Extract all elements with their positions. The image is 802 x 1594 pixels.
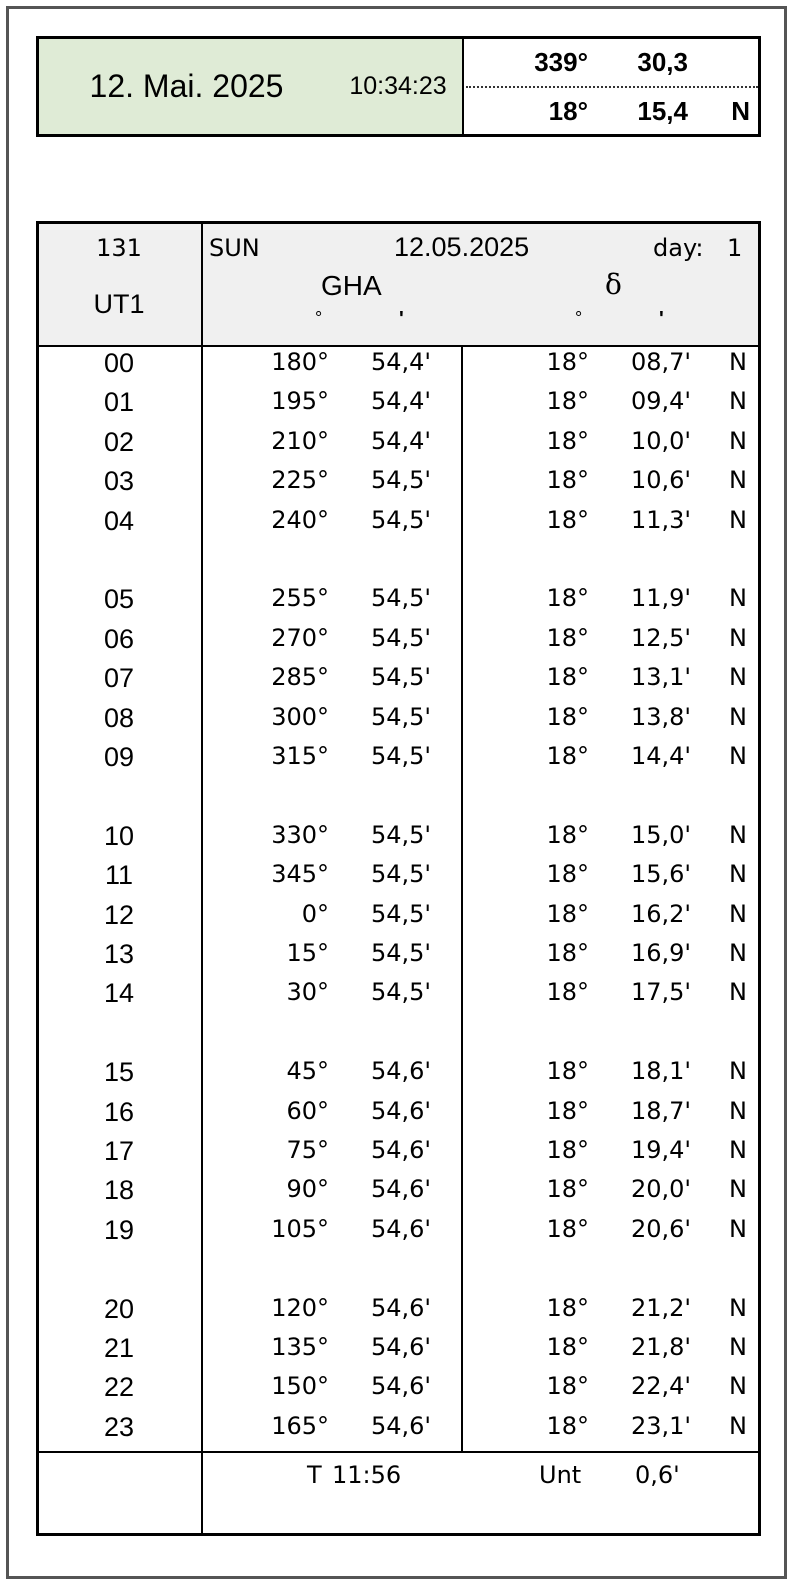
table-row [39, 1294, 758, 1330]
table-row [39, 939, 758, 975]
dec-minutes: 18,7' [630, 1096, 691, 1125]
gha-column-label: GHA [321, 270, 382, 301]
summary-dec-degrees: 18° [548, 96, 588, 126]
gha-degrees: 120° [271, 1293, 329, 1322]
dec-degrees: 18° [546, 1136, 589, 1164]
gha-degrees: 165° [271, 1411, 329, 1440]
gha-minutes: 54,4' [370, 426, 431, 455]
ut-hour: 10 [103, 820, 135, 851]
ut-hour: 20 [103, 1293, 135, 1324]
dec-degrees: 18° [546, 584, 589, 613]
unt-value: 0,6' [635, 1461, 680, 1489]
gha-degrees: 150° [271, 1372, 329, 1401]
dec-degree-symbol: ° [575, 308, 583, 328]
gha-degrees: 225° [271, 466, 329, 495]
ut-hour: 11 [104, 860, 134, 891]
dec-hemisphere: N [729, 387, 747, 416]
dec-degrees: 18° [546, 348, 589, 376]
table-row [39, 821, 758, 857]
ut-hour: 12 [103, 899, 135, 930]
dec-minutes: 17,5' [630, 978, 691, 1007]
dec-hemisphere: N [729, 1136, 747, 1164]
table-row [39, 624, 758, 660]
dec-minutes: 18,1' [630, 1057, 691, 1086]
table-date: 12.05.2025 [394, 232, 530, 262]
ut-hour: 05 [103, 584, 135, 615]
gha-minutes: 54,5' [370, 860, 431, 889]
gha-minutes: 54,5' [370, 978, 431, 1007]
dec-minute-symbol: ' [659, 308, 664, 330]
gha-degree-symbol: ° [315, 308, 323, 328]
gha-degrees: 315° [271, 742, 329, 770]
ut-hour: 23 [103, 1411, 135, 1442]
gha-minutes: 54,6' [370, 1333, 431, 1361]
gha-minutes: 54,5' [370, 702, 431, 731]
dec-hemisphere: N [729, 1096, 747, 1125]
summary-dec-row [466, 88, 758, 135]
gha-minutes: 54,6' [370, 1136, 431, 1164]
gha-minutes: 54,5' [370, 623, 431, 652]
gha-minutes: 54,5' [370, 663, 431, 692]
summary-box [36, 36, 761, 137]
gha-minutes: 54,5' [370, 899, 431, 928]
table-row [39, 466, 758, 502]
day-value: 1 [727, 234, 743, 262]
dec-hemisphere: N [729, 426, 747, 455]
gha-degrees: 330° [271, 820, 329, 849]
dec-degrees: 18° [546, 702, 589, 731]
dec-hemisphere: N [729, 742, 747, 770]
gha-minutes: 54,5' [370, 820, 431, 849]
dec-degrees: 18° [546, 387, 589, 416]
dec-minutes: 20,0' [630, 1175, 691, 1204]
ut-hour: 07 [103, 663, 135, 694]
dec-hemisphere: N [729, 466, 747, 495]
dec-minutes: 21,2' [630, 1293, 691, 1322]
gha-degrees: 300° [271, 702, 329, 731]
table-row [39, 584, 758, 620]
dec-hemisphere: N [729, 663, 747, 692]
ut-hour: 00 [103, 348, 135, 378]
gha-degrees: 240° [271, 505, 329, 534]
ut-hour: 06 [103, 623, 135, 654]
dec-hemisphere: N [729, 1175, 747, 1204]
gha-degrees: 30° [286, 978, 329, 1007]
gha-minutes: 54,5' [370, 939, 431, 967]
dec-minutes: 19,4' [630, 1136, 691, 1164]
dec-minutes: 15,6' [630, 860, 691, 889]
summary-time: 10:34:23 [334, 39, 464, 134]
table-row [39, 1333, 758, 1369]
dec-minutes: 11,9' [630, 584, 691, 613]
ut-hour: 17 [103, 1136, 135, 1166]
table-row [39, 387, 758, 423]
gha-degrees: 255° [271, 584, 329, 613]
dec-hemisphere: N [729, 623, 747, 652]
dec-degrees: 18° [546, 820, 589, 849]
table-row [39, 663, 758, 699]
gha-degrees: 105° [271, 1214, 329, 1243]
summary-dec-hemisphere: N [731, 96, 750, 126]
table-row [39, 1175, 758, 1211]
dec-minutes: 12,5' [630, 623, 691, 652]
dec-minutes: 15,0' [630, 820, 691, 849]
ut-hour: 19 [103, 1214, 135, 1245]
gha-minutes: 54,4' [370, 387, 431, 416]
dec-minutes: 21,8' [630, 1333, 691, 1361]
table-header [39, 224, 758, 347]
dec-hemisphere: N [729, 1214, 747, 1243]
dec-degrees: 18° [546, 742, 589, 770]
dec-minutes: 11,3' [630, 505, 691, 534]
dec-degrees: 18° [546, 1096, 589, 1125]
gha-degrees: 210° [271, 426, 329, 455]
gha-minutes: 54,5' [370, 466, 431, 495]
dec-degrees: 18° [546, 623, 589, 652]
transit-label: T [307, 1461, 322, 1489]
dec-hemisphere: N [729, 899, 747, 928]
dec-hemisphere: N [729, 978, 747, 1007]
almanac-table [36, 221, 761, 1536]
gha-degrees: 285° [271, 663, 329, 692]
unt-label: Unt [539, 1461, 582, 1489]
gha-minutes: 54,5' [370, 505, 431, 534]
ut-hour: 03 [103, 466, 135, 497]
ut-hour: 04 [103, 505, 135, 536]
day-label: day: [653, 234, 704, 262]
gha-degrees: 45° [286, 1057, 329, 1086]
ut-hour: 22 [103, 1372, 135, 1403]
gha-degrees: 135° [271, 1333, 329, 1361]
gha-minutes: 54,6' [370, 1372, 431, 1401]
summary-values [466, 39, 758, 134]
ut-hour: 15 [103, 1057, 135, 1088]
dec-degrees: 18° [546, 860, 589, 889]
table-row [39, 742, 758, 778]
dec-degrees: 18° [546, 1293, 589, 1322]
dec-minutes: 20,6' [630, 1214, 691, 1243]
ut-hour: 09 [103, 742, 135, 772]
ut-hour: 02 [103, 426, 135, 457]
table-row [39, 427, 758, 463]
dec-minutes: 09,4' [630, 387, 691, 416]
table-row [39, 1372, 758, 1408]
gha-minutes: 54,5' [370, 584, 431, 613]
dec-minutes: 10,0' [630, 426, 691, 455]
gha-degrees: 345° [271, 860, 329, 889]
table-row [39, 1412, 758, 1448]
ut-hour: 08 [103, 702, 135, 733]
gha-minutes: 54,6' [370, 1096, 431, 1125]
dec-degrees: 18° [546, 1372, 589, 1401]
dec-hemisphere: N [729, 820, 747, 849]
table-row [39, 1215, 758, 1251]
dec-degrees: 18° [546, 1333, 589, 1361]
table-row [39, 860, 758, 896]
dec-degrees: 18° [546, 1057, 589, 1086]
gha-degrees: 195° [271, 387, 329, 416]
table-row [39, 1097, 758, 1133]
table-row [39, 703, 758, 739]
dec-minutes: 13,1' [630, 663, 691, 692]
dec-minutes: 10,6' [630, 466, 691, 495]
summary-date: 12. Mai. 2025 [39, 39, 336, 134]
dec-degrees: 18° [546, 426, 589, 455]
gha-degrees: 75° [286, 1136, 329, 1164]
ut-hour: 18 [103, 1175, 135, 1206]
ut-hour: 21 [103, 1333, 135, 1363]
table-row [39, 348, 758, 384]
gha-minute-symbol: ' [399, 308, 404, 330]
gha-minutes: 54,6' [370, 1057, 431, 1086]
dec-hemisphere: N [729, 505, 747, 534]
gha-degrees: 90° [286, 1175, 329, 1204]
gha-minutes: 54,6' [370, 1175, 431, 1204]
ut-hour: 13 [103, 939, 135, 969]
ut-column-label: UT1 [93, 289, 145, 319]
summary-gha-degrees: 339° [534, 47, 588, 77]
dec-minutes: 13,8' [630, 702, 691, 731]
summary-dec-minutes: 15,4 [637, 96, 688, 126]
table-row [39, 506, 758, 542]
gha-minutes: 54,6' [370, 1293, 431, 1322]
dec-minutes: 14,4' [630, 742, 691, 770]
table-row [39, 978, 758, 1014]
gha-degrees: 270° [271, 623, 329, 652]
gha-minutes: 54,6' [370, 1411, 431, 1440]
body-name: SUN [209, 234, 260, 262]
footer-divider [39, 1451, 758, 1453]
dec-hemisphere: N [729, 860, 747, 889]
dec-minutes: 16,2' [630, 899, 691, 928]
dec-hemisphere: N [729, 348, 747, 376]
dec-minutes: 23,1' [630, 1411, 691, 1440]
gha-minutes: 54,5' [370, 742, 431, 770]
dec-degrees: 18° [546, 978, 589, 1007]
dec-degrees: 18° [546, 466, 589, 495]
dec-hemisphere: N [729, 1333, 747, 1361]
dec-hemisphere: N [729, 1411, 747, 1440]
table-row [39, 1057, 758, 1093]
gha-degrees: 15° [286, 939, 329, 967]
dec-hemisphere: N [729, 1372, 747, 1401]
dec-degrees: 18° [546, 505, 589, 534]
dec-minutes: 22,4' [630, 1372, 691, 1401]
dec-hemisphere: N [729, 939, 747, 967]
dec-hemisphere: N [729, 702, 747, 731]
dec-hemisphere: N [729, 1057, 747, 1086]
gha-degrees: 60° [286, 1096, 329, 1125]
dec-hemisphere: N [729, 1293, 747, 1322]
dec-degrees: 18° [546, 899, 589, 928]
dec-degrees: 18° [546, 663, 589, 692]
declination-column-label: δ [605, 268, 622, 301]
dec-hemisphere: N [729, 584, 747, 613]
dec-minutes: 08,7' [630, 348, 691, 376]
summary-gha-minutes: 30,3 [637, 47, 688, 77]
gha-degrees: 0° [301, 899, 329, 928]
ut-hour: 01 [103, 387, 135, 418]
dec-degrees: 18° [546, 1175, 589, 1204]
ut-hour: 16 [103, 1096, 135, 1127]
transit-time: 11:56 [332, 1461, 402, 1489]
gha-degrees: 180° [271, 348, 329, 376]
gha-minutes: 54,4' [370, 348, 431, 376]
ut-hour: 14 [103, 978, 135, 1009]
day-of-year: 131 [96, 234, 142, 262]
dec-degrees: 18° [546, 939, 589, 967]
gha-minutes: 54,6' [370, 1214, 431, 1243]
dec-degrees: 18° [546, 1214, 589, 1243]
dec-degrees: 18° [546, 1411, 589, 1440]
summary-gha-row [466, 39, 758, 88]
table-row [39, 1136, 758, 1172]
table-row [39, 900, 758, 936]
dec-minutes: 16,9' [630, 939, 691, 967]
